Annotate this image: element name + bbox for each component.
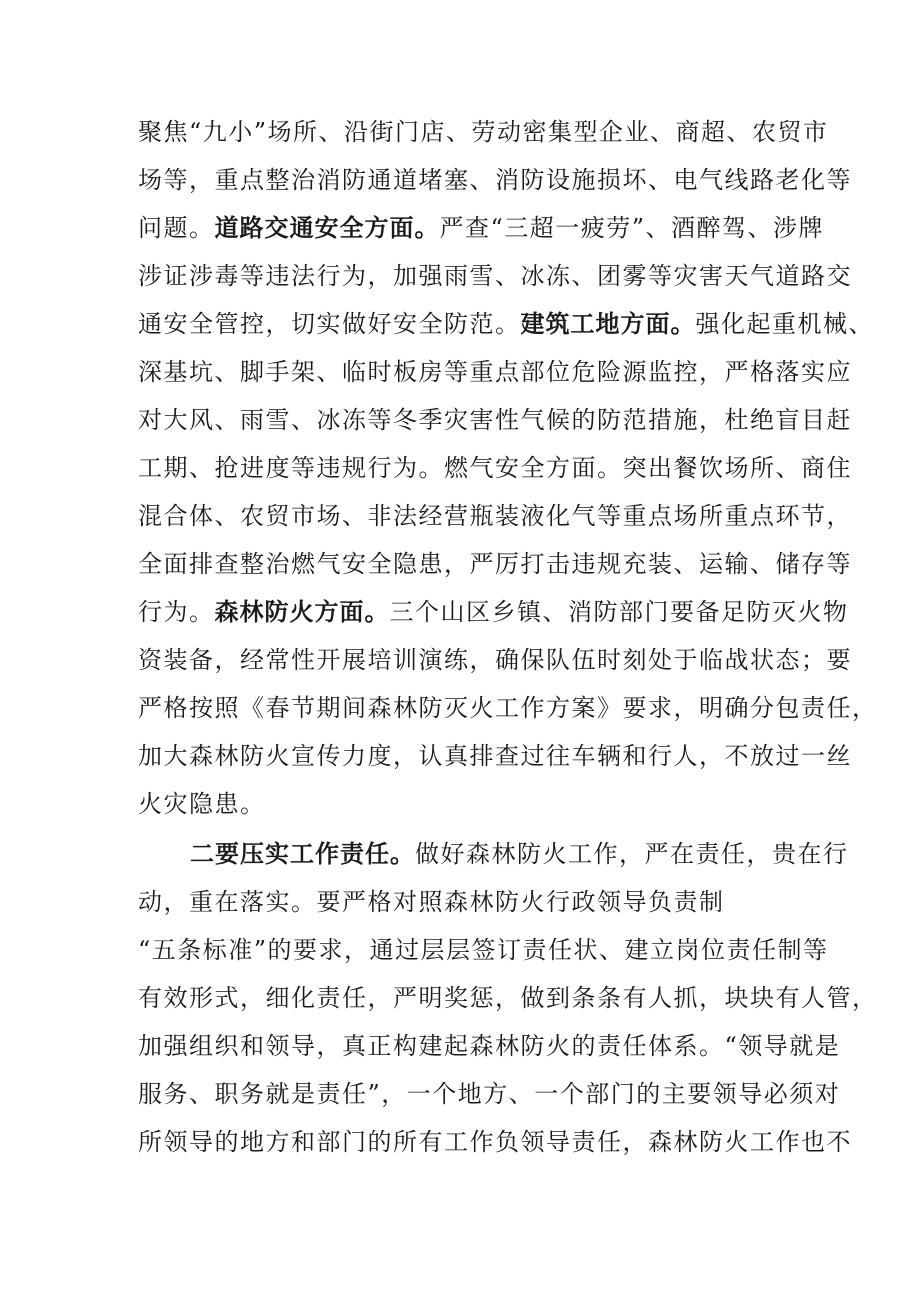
text-run: 问题。	[138, 214, 215, 242]
text-line: 严格按照《春节期间森林防灭火工作方案》要求，明确分包责任，	[138, 694, 878, 722]
text-line	[138, 204, 825, 252]
heading-forest-fire: 森林防火方面。	[214, 598, 390, 626]
heading-construction-site: 建筑工地方面。	[520, 310, 696, 338]
text-line: 资装备，经常性开展培训演练，确保队伍时刻处于临战状态；要	[138, 646, 852, 674]
text-line: 有效形式，细化责任，严明奖惩，做到条条有人抓，块块有人管，	[138, 984, 878, 1012]
text-line: 聚焦“九小”场所、沿街门店、劳动密集型企业、商超、农贸市	[138, 118, 829, 146]
text-run: 强化起重机械、	[695, 310, 874, 338]
text-run: 三个山区乡镇、消防部门要备足防灭火物	[389, 598, 849, 626]
heading-road-traffic: 道路交通安全方面。	[214, 214, 440, 242]
text-line: 工期、抢进度等违规行为。燃气安全方面。突出餐饮场所、商住	[138, 454, 852, 482]
text-line: 动，重在落实。要严格对照森林防火行政领导负责制	[138, 888, 725, 916]
text-run: 做好森林防火工作，严在责任，贵在行	[415, 840, 849, 868]
text-line: 加强组织和领导，真正构建起森林防火的责任体系。“领导就是	[138, 1032, 841, 1060]
text-line: 涉证涉毒等违法行为，加强雨雪、冰冻、团雾等灾害天气道路交	[138, 262, 852, 290]
text-line: 加大森林防火宣传力度，认真排查过往车辆和行人，不放过一丝	[138, 742, 852, 770]
text-line: 所领导的地方和部门的所有工作负领导责任，森林防火工作也不	[138, 1128, 852, 1156]
text-line: 场等，重点整治消防通道堵塞、消防设施损坏、电气线路老化等	[138, 166, 852, 194]
text-line: 全面排查整治燃气安全隐患，严厉打击违规充装、运输、储存等	[138, 550, 852, 578]
text-line: 深基坑、脚手架、临时板房等重点部位危险源监控，严格落实应	[138, 358, 852, 386]
paragraph-responsibility	[138, 830, 878, 1166]
text-line	[138, 830, 849, 878]
text-line	[138, 300, 874, 348]
text-line: 混合体、农贸市场、非法经营瓶装液化气等重点场所重点环节，	[138, 502, 852, 530]
text-line	[138, 588, 849, 636]
text-line: “五条标准”的要求，通过层层签订责任状、建立岗位责任制等	[138, 936, 829, 964]
text-run: 严查“三超一疲劳”、酒醉驾、涉牌	[439, 214, 825, 242]
text-line: 服务、职务就是责任”，一个地方、一个部门的主要领导必须对	[138, 1080, 841, 1108]
text-line: 火灾隐患。	[138, 790, 266, 818]
heading-responsibility: 二要压实工作责任。	[190, 840, 415, 868]
text-run: 行为。	[138, 598, 215, 626]
paragraph-safety-areas	[138, 108, 878, 828]
text-line: 对大风、雨雪、冰冻等冬季灾害性气候的防范措施，杜绝盲目赶	[138, 406, 852, 434]
text-run: 通安全管控，切实做好安全防范。	[138, 310, 521, 338]
